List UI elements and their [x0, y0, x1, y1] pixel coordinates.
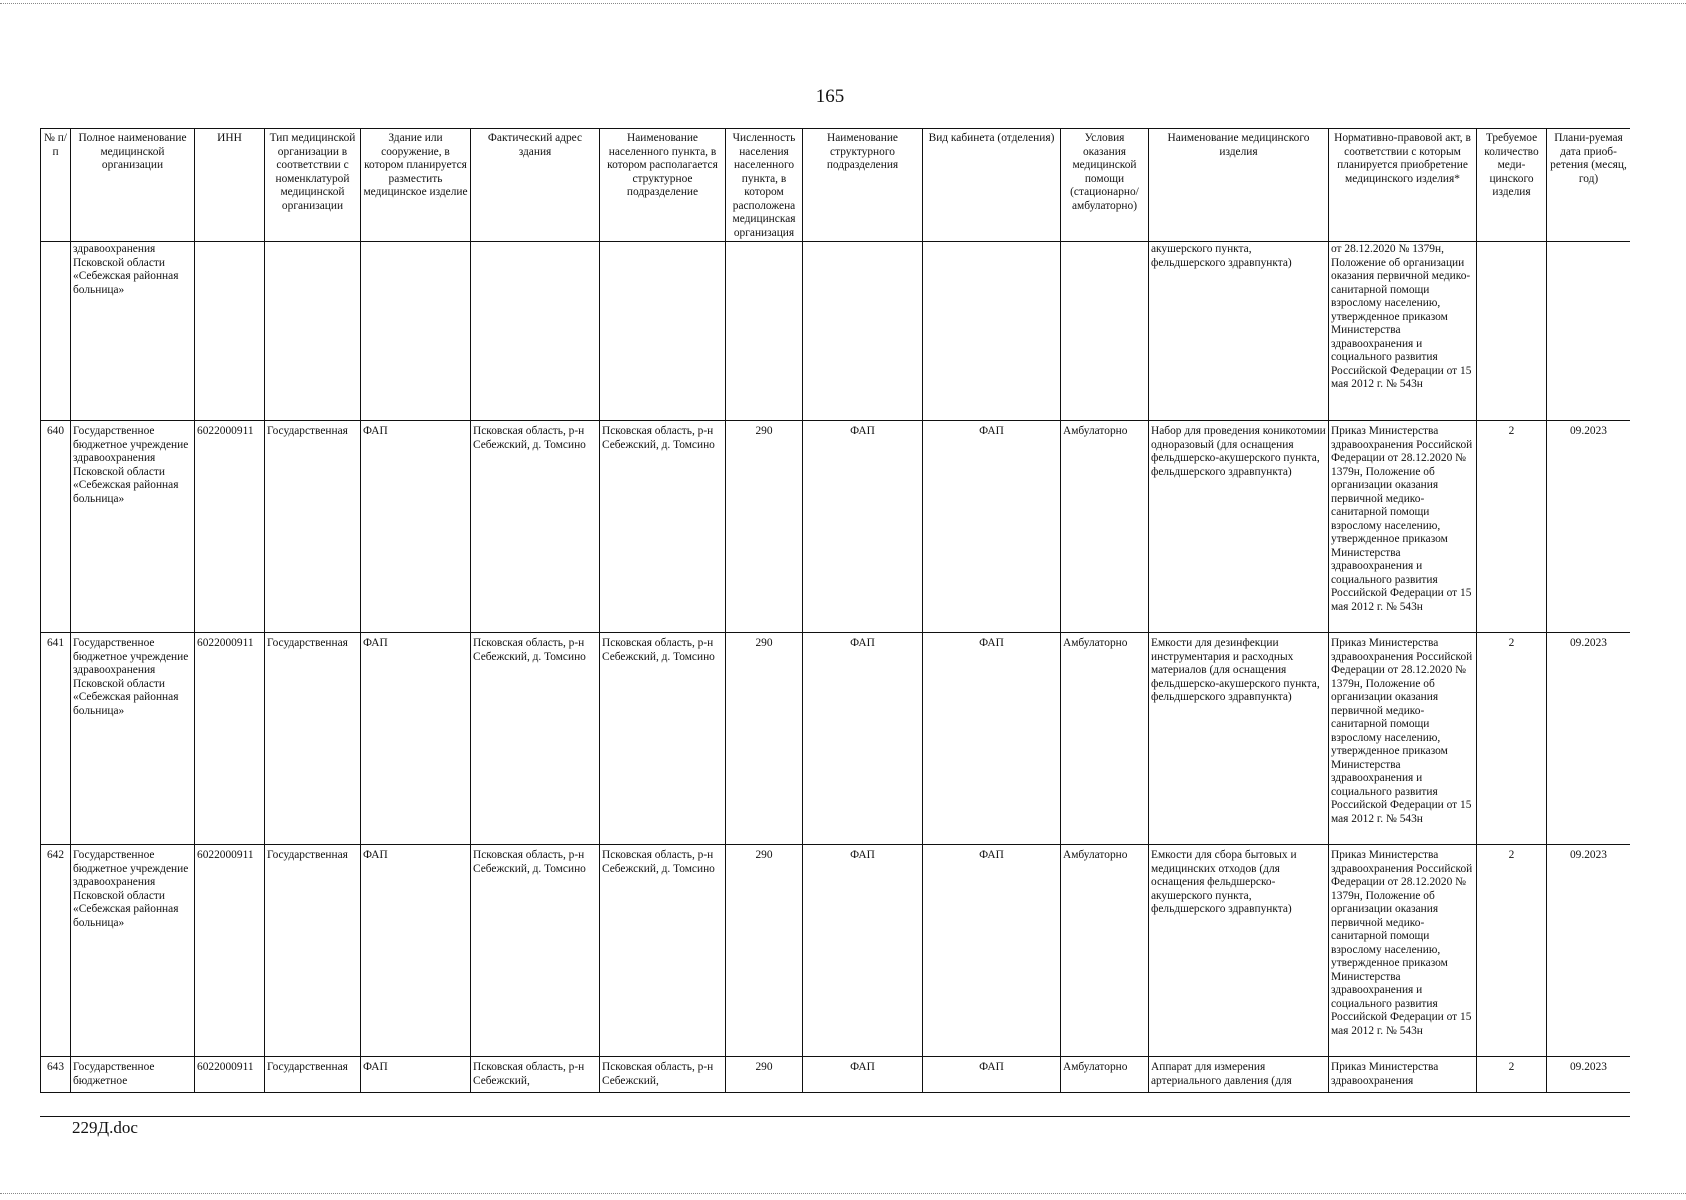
- cell-population: 290: [726, 845, 803, 1057]
- table-row-641: [41, 633, 1631, 845]
- cell-care-conditions: Амбулаторно: [1061, 845, 1149, 1057]
- cell-settlement: Псковская область, р-н Себежский, д. Томсино: [600, 421, 726, 633]
- cell-org-name: Государственное бюджетное учреждение здравоохранения Псковской области «Себежская районная больница»: [71, 633, 195, 845]
- col-header-legal-act: Нормативно-правовой акт, в соответствии с которым планируется приобретение медицинского изделия*: [1329, 129, 1477, 242]
- cell-legal-act: Приказ Министерства здравоохранения Российской Федерации от 28.12.2020 № 1379н, Положение об организации оказания первичной медико-санитарной помощи взрослому населению, утвержденное приказом Министерства здравоохранения и социального развития Российской Федерации от 15 мая 2012 г. № 543н: [1329, 421, 1477, 633]
- cell-org-name: Государственное бюджетное: [71, 1057, 195, 1093]
- medical-equipment-table: [40, 128, 1630, 1093]
- cell-subdivision: ФАП: [803, 633, 923, 845]
- cell-building: [361, 242, 471, 421]
- cell-device-name: Набор для проведения коникотомии одноразовый (для оснащения фельдшерско-акушерского пункта, фельдшерского здравпункта): [1149, 421, 1329, 633]
- cell-planned-date: 09.2023: [1547, 633, 1631, 845]
- cell-settlement: Псковская область, р-н Себежский,: [600, 1057, 726, 1093]
- document-table-container: [40, 128, 1630, 1117]
- cell-org-name: Государственное бюджетное учреждение здравоохранения Псковской области «Себежская районная больница»: [71, 421, 195, 633]
- cell-planned-date: 09.2023: [1547, 1057, 1631, 1093]
- cell-address: [471, 242, 600, 421]
- cell-inn: [195, 242, 265, 421]
- cell-cabinet-type: ФАП: [923, 633, 1061, 845]
- cell-address: Псковская область, р-н Себежский, д. Томсино: [471, 633, 600, 845]
- cell-cabinet-type: ФАП: [923, 1057, 1061, 1093]
- cell-inn: 6022000911: [195, 421, 265, 633]
- cell-legal-act: от 28.12.2020 № 1379н, Положение об организации оказания первичной медико-санитарной помощи взрослому населению, утвержденное приказом Министерства здравоохранения и социального развития Российской Федерации от 15 мая 2012 г. № 543н: [1329, 242, 1477, 421]
- cell-device-name: Емкости для сбора бытовых и медицинских отходов (для оснащения фельдшерско-акушерского пункта, фельдшерского здравпункта): [1149, 845, 1329, 1057]
- cell-legal-act: Приказ Министерства здравоохранения Российской Федерации от 28.12.2020 № 1379н, Положение об организации оказания первичной медико-санитарной помощи взрослому населению, утвержденное приказом Министерства здравоохранения и социального развития Российской Федерации от 15 мая 2012 г. № 543н: [1329, 633, 1477, 845]
- cell-settlement: Псковская область, р-н Себежский, д. Томсино: [600, 633, 726, 845]
- cell-subdivision: ФАП: [803, 421, 923, 633]
- cell-population: 290: [726, 421, 803, 633]
- cell-building: ФАП: [361, 633, 471, 845]
- table-row-643: [41, 1057, 1631, 1093]
- cell-num: 643: [41, 1057, 71, 1093]
- cell-settlement: Псковская область, р-н Себежский, д. Томсино: [600, 845, 726, 1057]
- col-header-cabinet-type: Вид кабинета (отделения): [923, 129, 1061, 242]
- cell-inn: 6022000911: [195, 1057, 265, 1093]
- cell-cabinet-type: [923, 242, 1061, 421]
- cell-population: 290: [726, 633, 803, 845]
- scan-edge-bottom: [0, 1193, 1686, 1195]
- cell-building: ФАП: [361, 1057, 471, 1093]
- col-header-subdivision: Наименование структурного подразделения: [803, 129, 923, 242]
- cell-subdivision: ФАП: [803, 1057, 923, 1093]
- scan-edge-top: [0, 3, 1686, 5]
- cell-care-conditions: [1061, 242, 1149, 421]
- cell-org-type: [265, 242, 361, 421]
- cell-org-name: Государственное бюджетное учреждение здравоохранения Псковской области «Себежская районная больница»: [71, 845, 195, 1057]
- cell-org-name: здравоохранения Псковской области «Себежская районная больница»: [71, 242, 195, 421]
- cell-legal-act: Приказ Министерства здравоохранения: [1329, 1057, 1477, 1093]
- cell-address: Псковская область, р-н Себежский, д. Томсино: [471, 845, 600, 1057]
- cell-address: Псковская область, р-н Себежский, д. Томсино: [471, 421, 600, 633]
- cell-planned-date: [1547, 242, 1631, 421]
- cell-quantity: 2: [1477, 421, 1547, 633]
- cell-device-name: акушерского пункта, фельдшерского здравпункта): [1149, 242, 1329, 421]
- cell-device-name: Аппарат для измерения артериального давления (для: [1149, 1057, 1329, 1093]
- cell-quantity: 2: [1477, 845, 1547, 1057]
- cell-subdivision: ФАП: [803, 845, 923, 1057]
- cell-care-conditions: Амбулаторно: [1061, 1057, 1149, 1093]
- cell-org-type: Государственная: [265, 845, 361, 1057]
- cell-cabinet-type: ФАП: [923, 845, 1061, 1057]
- col-header-building: Здание или сооружение, в котором планируется разместить медицинское изделие: [361, 129, 471, 242]
- cell-care-conditions: Амбулаторно: [1061, 421, 1149, 633]
- table-row-640: [41, 421, 1631, 633]
- cell-num: 642: [41, 845, 71, 1057]
- cell-quantity: [1477, 242, 1547, 421]
- col-header-planned-date: Плани-руемая дата приоб-ретения (месяц, год): [1547, 129, 1631, 242]
- col-header-settlement: Наименование населенного пункта, в котором располагается структурное подразделение: [600, 129, 726, 242]
- cell-care-conditions: Амбулаторно: [1061, 633, 1149, 845]
- cell-org-type: Государственная: [265, 421, 361, 633]
- cell-inn: 6022000911: [195, 845, 265, 1057]
- cell-org-type: Государственная: [265, 1057, 361, 1093]
- cell-device-name: Емкости для дезинфекции инструментария и расходных материалов (для оснащения фельдшерско-акушерского пункта, фельдшерского здравпункта): [1149, 633, 1329, 845]
- cell-population: [726, 242, 803, 421]
- cell-subdivision: [803, 242, 923, 421]
- cell-num: 641: [41, 633, 71, 845]
- header-row: [41, 129, 1631, 242]
- cell-org-type: Государственная: [265, 633, 361, 845]
- cell-num: [41, 242, 71, 421]
- col-header-care-conditions: Условия оказания медицинской помощи (стационарно/ амбулаторно): [1061, 129, 1149, 242]
- cell-building: ФАП: [361, 421, 471, 633]
- col-header-inn: ИНН: [195, 129, 265, 242]
- cell-settlement: [600, 242, 726, 421]
- cell-planned-date: 09.2023: [1547, 845, 1631, 1057]
- table-row-642: [41, 845, 1631, 1057]
- col-header-num: № п/п: [41, 129, 71, 242]
- cell-inn: 6022000911: [195, 633, 265, 845]
- cell-address: Псковская область, р-н Себежский,: [471, 1057, 600, 1093]
- table-row-continuation: [41, 242, 1631, 421]
- cell-population: 290: [726, 1057, 803, 1093]
- col-header-org-name: Полное наименование медицинской организации: [71, 129, 195, 242]
- col-header-quantity: Требуемое количество меди-цинского изделия: [1477, 129, 1547, 242]
- col-header-device-name: Наименование медицинского изделия: [1149, 129, 1329, 242]
- col-header-population: Численность населения населенного пункта, в котором расположена медицинская организация: [726, 129, 803, 242]
- cell-quantity: 2: [1477, 1057, 1547, 1093]
- cell-planned-date: 09.2023: [1547, 421, 1631, 633]
- col-header-org-type: Тип медицинской организации в соответствии с номенклатурой медицинской организации: [265, 129, 361, 242]
- document-filename: 229Д.doc: [72, 1118, 138, 1137]
- page-number: 165: [815, 86, 845, 107]
- cell-legal-act: Приказ Министерства здравоохранения Российской Федерации от 28.12.2020 № 1379н, Положение об организации оказания первичной медико-санитарной помощи взрослому населению, утвержденное приказом Министерства здравоохранения и социального развития Российской Федерации от 15 мая 2012 г. № 543н: [1329, 845, 1477, 1057]
- cell-cabinet-type: ФАП: [923, 421, 1061, 633]
- cell-quantity: 2: [1477, 633, 1547, 845]
- cell-num: 640: [41, 421, 71, 633]
- col-header-address: Фактический адрес здания: [471, 129, 600, 242]
- cell-building: ФАП: [361, 845, 471, 1057]
